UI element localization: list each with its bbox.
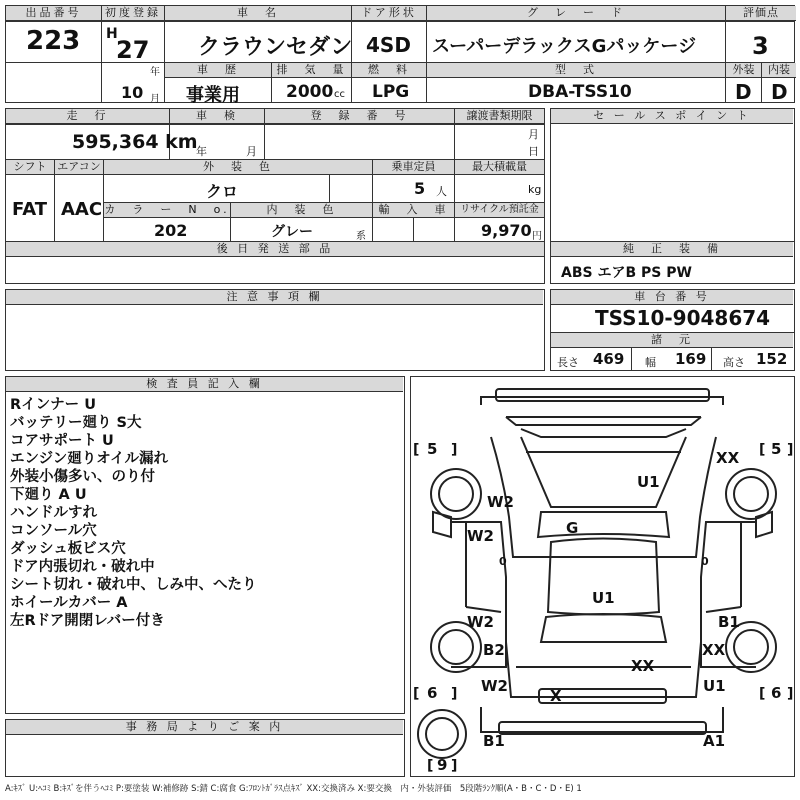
mark-x-rear-bumper: X [550,687,562,705]
equipment: ABS エアB PS PW [561,265,692,281]
mileage-label: 走 行 [6,109,169,124]
damage-diagram [410,376,795,777]
capacity-unit: 人 [436,185,447,198]
tire-front-left-bracket: [ [413,442,420,458]
inspector-notes-box [5,376,405,714]
import-label: 輸 入 車 [373,203,454,218]
tire-front-left-tread: 5 [427,440,438,458]
inspector-note-line: 外装小傷多い、のり付 [10,469,155,485]
transfer-month-unit: 月 [528,128,539,141]
mark-b1-right: B1 [718,613,740,631]
registration-month: 10 [121,83,144,102]
inspector-notes-list [10,396,257,630]
capacity: 5 [414,179,426,198]
car-name: クラウンセダン [198,35,353,60]
mark-xx-top-right: XX [716,449,740,467]
sales-point-box [550,108,795,284]
inspector-note-line: エンジン廻りオイル漏れ [10,451,169,467]
interior-color-unit: 系 [356,231,366,242]
spare-tire-tread: 9 [437,756,448,774]
interior-grade: D [771,80,788,104]
grade: スーパーデラックスGパッケージ [432,36,697,57]
mark-zero-left: 0 [499,555,507,568]
inspector-note-line: ホイールカバー A [10,595,128,611]
inspector-note-line: ハンドルすれ [10,505,97,521]
inspector-note-line: シート切れ・破れ中、しみ中、へたり [10,577,257,593]
spare-bracket: [ [427,758,434,774]
first-registration-label: 初度登録 [102,6,164,21]
header-block [5,5,795,106]
tire-rear-right-bracket: [ [759,686,766,702]
tire-rear-left-tread: 6 [427,684,438,702]
displacement: 2000 [286,82,334,102]
chassis-number: TSS10-9048674 [595,306,771,330]
tire-front-left-bracket-close: ] [451,442,458,458]
tire-rear-left-bracket: [ [413,686,420,702]
aircon-label: エアコン [55,160,103,175]
mark-w2-left-low: W2 [467,613,494,631]
model-label: 型 式 [427,63,725,78]
shift: FAT [12,199,48,220]
max-load-label: 最大積載量 [455,160,544,175]
inspection-label: 車 検 [170,109,264,124]
tire-rear-right-tread: 6 [771,684,782,702]
model-code: DBA-TSS10 [528,82,632,102]
tire-front-right-tread: 5 [771,440,782,458]
mark-a1-bottom-right: A1 [703,732,726,750]
capacity-label: 乗車定員 [373,160,454,175]
inspector-note-line: コンソール穴 [10,523,97,539]
recycle-label: リサイクル預託金 [455,203,544,218]
mark-u1-top: U1 [637,473,660,491]
caution-label: 注 意 事 項 欄 [6,290,543,305]
year-unit: 年 [150,67,160,78]
tire-rear-right-bracket-close: ] [787,686,794,702]
mark-xx-trunk: XX [631,657,655,675]
mark-b1-bottom-left: B1 [483,732,505,750]
fuel-label: 燃 料 [352,63,426,78]
inspector-note-line: 下廻り A U [10,487,87,503]
vehicle-history: 事業用 [186,85,240,106]
era: H [106,26,118,42]
lot-number: 223 [26,26,81,56]
mark-b2-left: B2 [483,641,505,659]
inspector-note-line: 左Rドア開閉レバー付き [10,613,165,629]
registration-number-label: 登 録 番 号 [265,109,454,124]
mark-u1-roof: U1 [592,589,615,607]
specs-label: 諸 元 [551,333,793,348]
transfer-deadline-label: 譲渡書類期限 [455,109,544,124]
registration-year: 27 [116,36,150,64]
sales-point-label: セ ー ル ス ポ イ ン ト [551,109,793,124]
exterior-grade: D [735,80,752,104]
max-load-unit: kg [528,183,542,196]
spare-bracket-close: ] [451,758,458,774]
chassis-box [550,289,795,371]
recycle-fee: 9,970 [481,221,532,240]
mark-w2-left-mid: W2 [467,527,494,545]
recycle-unit: 円 [532,231,542,242]
mark-w2-left-top: W2 [487,493,514,511]
month-unit: 月 [150,94,160,105]
car-name-label: 車 名 [165,6,351,21]
length: 469 [593,350,625,368]
inspector-note-line: ダッシュ板ビス穴 [10,541,126,557]
interior-color: グレー [271,224,313,240]
displacement-unit: cc [334,89,345,100]
score: 3 [752,32,769,60]
height-label: 高さ [723,356,745,369]
mark-zero-right: 0 [701,555,709,568]
tire-rear-left-bracket-close: ] [451,686,458,702]
inspector-notes-label: 検 査 員 記 入 欄 [6,377,403,392]
mark-xx-right-low: XX [702,641,726,659]
caution-box [5,289,545,371]
interior-color-label: 内 装 色 [231,203,372,218]
height: 152 [756,350,788,368]
color-number-label: カ ラ ー N o. [104,203,230,216]
equipment-label: 純 正 装 備 [551,242,793,257]
displacement-label: 排 気 量 [272,63,351,78]
score-label: 評価点 [726,6,796,21]
inspection-month-unit: 月 [246,145,257,158]
exterior-color: クロ [206,182,239,201]
chassis-number-label: 車 台 番 号 [551,290,793,305]
inspector-note-line: ドア内張切れ・破れ中 [10,559,155,575]
exterior-color-label: 外 装 色 [104,160,372,175]
vehicle-info-table [5,108,545,284]
lot-number-label: 出品番号 [6,6,101,21]
mark-u1-right-bottom: U1 [703,677,726,695]
grade-label: グ レ ー ド [427,6,725,21]
width-label: 幅 [645,356,656,369]
tire-front-right-bracket-close: ] [787,442,794,458]
inspector-note-line: バッテリー廻り S大 [10,415,142,431]
inspection-year-unit: 年 [196,145,207,158]
exterior-label: 外装 [726,63,761,78]
mark-w2-left-bottom: W2 [481,677,508,695]
office-notes-box [5,719,405,777]
transfer-day-unit: 日 [528,145,539,158]
mark-g-windshield: G [566,519,579,537]
interior-label: 内装 [762,63,796,78]
door-type-label: ドア形状 [352,6,426,21]
fuel: LPG [372,82,410,102]
color-number: 202 [154,221,188,240]
later-parts-label: 後 日 発 送 部 品 [6,242,544,257]
mileage: 595,364 km [72,131,198,153]
aircon: AAC [61,199,103,220]
door-type: 4SD [366,33,411,57]
inspector-note-line: コアサポート U [10,433,114,449]
history-label: 車 歴 [165,63,271,78]
shift-label: シフト [6,160,54,175]
legend: A:ｷｽﾞ U:ﾍｺﾐ B:ｷｽﾞを伴うﾍｺﾐ P:要塗装 W:補修跡 S:錆 C:腐食 G:ﾌﾛﾝﾄｶﾞﾗｽ点ｷｽﾞ XX:交換済み X:要交換 内・外装評価 5段階ﾗﾝｸ順(A・B・C・D・E) 1 [5,784,582,794]
inspector-note-line: Rインナー U [10,397,96,413]
car-diagram-svg [411,377,794,776]
tire-front-right-bracket: [ [759,442,766,458]
width: 169 [675,350,707,368]
length-label: 長さ [557,356,579,369]
office-notes-label: 事 務 局 よ り ご 案 内 [6,720,403,735]
